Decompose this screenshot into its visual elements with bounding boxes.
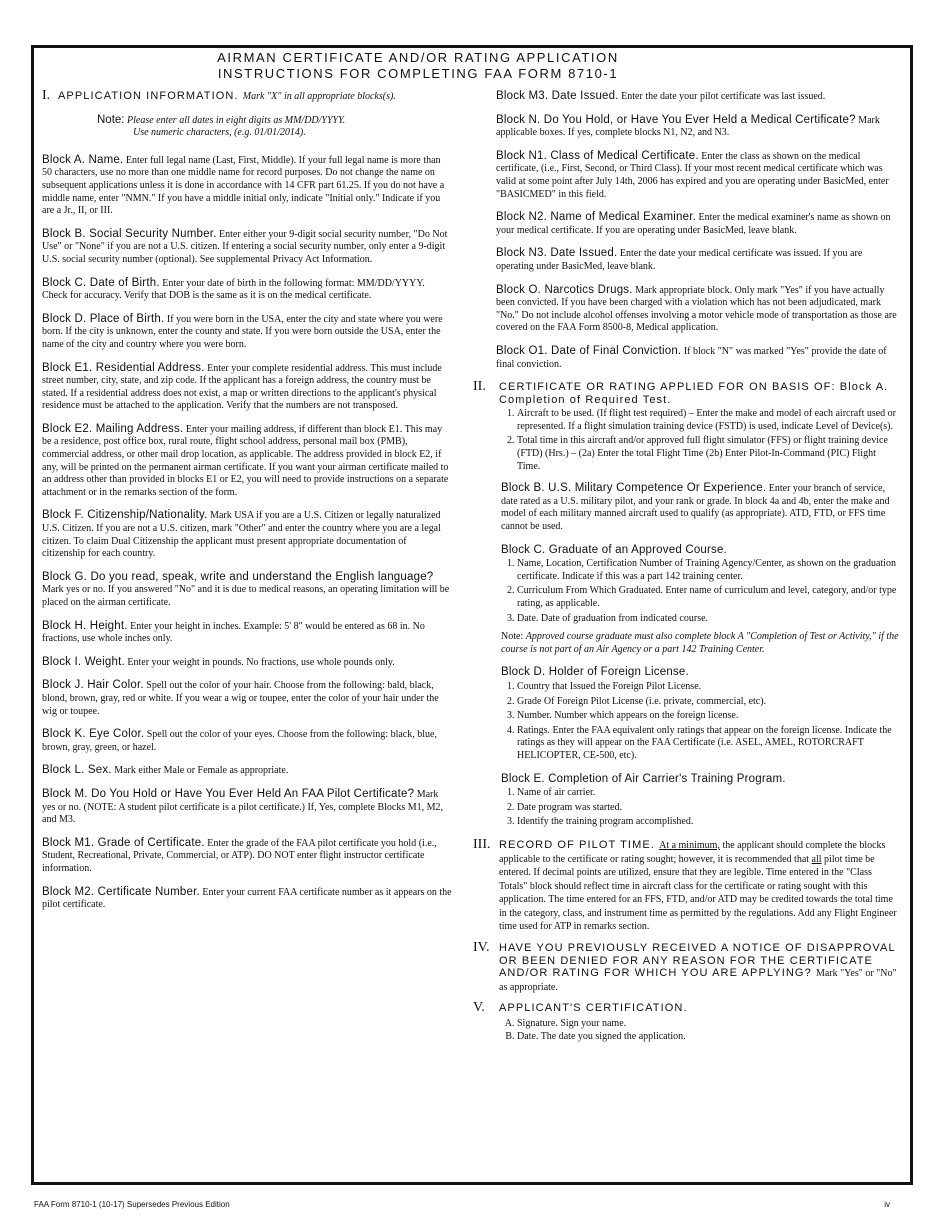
instruction-block	[42, 764, 452, 778]
section-2-title: CERTIFICATE OR RATING APPLIED FOR ON BASIS OF: Block A. Completion of Required Test.	[499, 381, 889, 406]
block-text: Enter your current FAA certificate number as it appears on the pilot certificate.	[42, 886, 452, 911]
section-3-number: III.	[473, 836, 491, 852]
block-text: Enter the date your medical certificate was issued. If you are operating under BasicMed, leave blank.	[496, 248, 863, 272]
block-b-label: Block B. U.S. Military Competence Or Experience.	[501, 482, 767, 495]
block-label: Block J. Hair Color.	[42, 679, 144, 692]
section-5-heading	[473, 1002, 899, 1015]
block-label: Block I. Weight.	[42, 655, 125, 668]
block-text: Mark yes or no. If you answered "No" and it is due to medical reasons, an operating limitation will be placed on the airman certificate.	[42, 584, 450, 608]
block-label: Block N3. Date Issued.	[496, 247, 618, 260]
section-2-number: II.	[473, 379, 486, 395]
block-b	[501, 482, 899, 533]
block-c	[501, 544, 899, 657]
block-text: Mark either Male or Female as appropriate.	[114, 765, 289, 777]
block-label: Block M1. Grade of Certificate.	[42, 836, 205, 849]
block-text: Enter your mailing address, if different than block E1. This may be a residence, post office box, rural route, flight school address, personal mail box (PMB), commercial address, or other mail drop location, as applicable. The address provided in block E2, if any, will be printed on the permanent airman certificate. If you want your airman certificate mailed to an address other than provided in blocks E1 or E2, you will need to provide instructions on a separate attachment or in the remarks section of the form.	[42, 423, 449, 498]
block-label: Block L. Sex.	[42, 764, 112, 777]
section-5-title: APPLICANT'S CERTIFICATION.	[499, 1002, 688, 1015]
block-label: Block M2. Certificate Number.	[42, 885, 200, 898]
block-text: Enter your date of birth in the following format: MM/DD/YYYY. Check for accuracy. Verify that DOB is the same as it is on the medical certificate.	[42, 277, 425, 302]
instruction-block	[496, 211, 899, 237]
section-3-underline-lead: At a minimum,	[659, 839, 720, 851]
section-2-heading	[473, 381, 899, 406]
list-item: 4. Ratings. Enter the FAA equivalent only ratings that appear on the foreign license. Indicate the ratings as they will appear on the FAA Certificate (i.e. ASEL, AMEL, ROTORCRAFT HELICOPTER, CE-500, etc).	[517, 725, 899, 763]
instruction-block	[42, 423, 452, 500]
section-3-title: RECORD OF PILOT TIME.	[499, 838, 655, 851]
list-item: B. Date. The date you signed the application.	[517, 1031, 899, 1044]
date-format-note	[97, 114, 452, 140]
section-4-number: IV.	[473, 940, 490, 956]
right-column	[473, 90, 899, 1043]
section-3-text	[499, 840, 897, 933]
block-c-note	[501, 631, 899, 656]
section-1-title: APPLICATION INFORMATION.	[58, 90, 239, 102]
list-item: 3. Identify the training program accomplished.	[517, 816, 899, 829]
block-c-label: Block C. Graduate of an Approved Course.	[501, 543, 727, 556]
left-column	[42, 90, 452, 922]
section-1-heading	[42, 90, 452, 104]
instruction-block	[496, 150, 899, 201]
block-label: Block N1. Class of Medical Certificate.	[496, 149, 699, 162]
list-item: 3. Date. Date of graduation from indicated course.	[517, 613, 899, 626]
instruction-block	[496, 345, 899, 371]
section-2-body	[473, 408, 899, 829]
block-a-list	[501, 408, 899, 473]
block-label: Block O. Narcotics Drugs.	[496, 283, 633, 296]
block-label: Block O1. Date of Final Conviction.	[496, 344, 682, 357]
section-3-underline-all: all	[811, 853, 822, 865]
left-block-list	[42, 154, 452, 912]
block-text: Enter either your 9-digit social security number, "Do Not Use" or "None" if you are not a U.S. citizen. If entering a social security number, only enter a 9-digit U.S. social security number (optional). See supplemental Privacy Act Information.	[42, 228, 448, 265]
block-label: Block E2. Mailing Address.	[42, 422, 184, 435]
title-line-2: INSTRUCTIONS FOR COMPLETING FAA FORM 8710-1	[217, 66, 619, 81]
instruction-block	[496, 90, 899, 104]
instruction-block	[496, 284, 899, 335]
block-e-list	[501, 787, 899, 829]
section-3	[473, 836, 899, 934]
list-item: 3. Number. Number which appears on the foreign license.	[517, 710, 899, 723]
list-item: 2. Date program was started.	[517, 802, 899, 815]
block-text: Mark applicable boxes. If yes, complete blocks N1, N2, and N3.	[496, 114, 880, 139]
block-label: Block A. Name.	[42, 153, 124, 166]
section-5-number: V.	[473, 1000, 485, 1016]
instruction-block	[42, 228, 452, 267]
list-item: A. Signature. Sign your name.	[517, 1018, 899, 1031]
instruction-block	[42, 656, 452, 670]
block-text: Enter the date your pilot certificate was last issued.	[621, 91, 826, 102]
block-d-label: Block D. Holder of Foreign License.	[501, 666, 689, 679]
list-item: 1. Country that Issued the Foreign Pilot License.	[517, 681, 899, 694]
section-4-text: Mark "Yes" or "No" as appropriate.	[499, 968, 897, 993]
note-label: Note:	[97, 113, 125, 126]
block-text: Enter full legal name (Last, First, Middle). If your full legal name is more than 50 characters, use no more than one middle name for record purposes. Do not change the name on subsequent applications unless it is done in accordance with 14 CFR part 61.25. If you do not have a middle name, enter "NMN." If you have a middle initial only, indicate "Initial only." Indicate if you are a Jr., II, or III.	[42, 154, 445, 217]
page-number: iv	[884, 1200, 890, 1209]
block-label: Block K. Eye Color.	[42, 728, 145, 741]
block-label: Block N2. Name of Medical Examiner.	[496, 211, 697, 224]
block-label: Block C. Date of Birth.	[42, 276, 160, 289]
section-4-title: HAVE YOU PREVIOUSLY RECEIVED A NOTICE OF DISAPPROVAL OR BEEN DENIED FOR ANY REASON FOR THE CERTIFICATE AND/OR RATING FOR WHICH YOU ARE APPLYING?	[499, 942, 896, 980]
block-label: Block D. Place of Birth.	[42, 312, 165, 325]
block-text: Mark yes or no. (NOTE: A student pilot certificate is a pilot certificate.) If, Yes, complete Blocks M1, M2, and M3.	[42, 788, 444, 826]
block-text: If you were born in the USA, enter the city and state where you were born. If the city is unknown, enter the county and state. If you were born outside the USA, enter the name of the city and country where you were born.	[42, 313, 443, 350]
block-label: Block E1. Residential Address.	[42, 361, 205, 374]
block-d	[501, 666, 899, 762]
section-3-text-a: the applicant should complete the blocks applicable to the certificate or rating sought; however, it is recommended that	[499, 839, 886, 865]
instruction-block	[42, 154, 452, 218]
block-label: Block G. Do you read, speak, write and understand the English language?	[42, 570, 434, 583]
block-c-list	[501, 558, 899, 625]
block-label: Block N. Do You Hold, or Have You Ever Held a Medical Certificate?	[496, 113, 856, 126]
note-line-1: Please enter all dates in eight digits as MM/DD/YYYY.	[127, 114, 346, 126]
block-c-note-text: Approved course graduate must also complete block A "Completion of Test or Activity," if the course is not part of an Air Agency or a part 142 Training Center.	[501, 631, 899, 655]
block-e	[501, 773, 899, 829]
instruction-block	[496, 247, 899, 273]
block-text: Mark USA if you are a U.S. Citizen or legally naturalized U.S. Citizen. If you are not a U.S. citizen, mark "Other" and enter the country where you are a legal citizen. To claim Dual Citizenship the applicant must present appropriate documentation of citizenship for each country.	[42, 510, 441, 560]
list-item: 1. Aircraft to be used. (If flight test required) – Enter the make and model of each aircraft used or represented. If a flight simulation training device (FSTD) is used, indicate Level of Device(s).	[517, 408, 899, 433]
certification-list	[473, 1018, 899, 1043]
section-1-note: Mark "X" in all appropriate blocks(s).	[242, 91, 396, 102]
block-label: Block M3. Date Issued.	[496, 90, 619, 102]
instruction-block	[42, 571, 452, 610]
block-text: Enter your weight in pounds. No fractions, use whole pounds only.	[127, 656, 395, 668]
block-text: Spell out the color of your hair. Choose from the following: bald, black, blond, brown, gray, red or white. If you wear a wig or toupee, enter the color of your hair under the wig or toupee.	[42, 680, 439, 717]
block-label: Block M. Do You Hold or Have You Ever Held An FAA Pilot Certificate?	[42, 787, 415, 800]
instruction-block	[42, 362, 452, 413]
block-text: Enter the grade of the FAA pilot certificate you hold (i.e., Student, Recreational, Private, Commercial, or ATP). DO NOT enter flight instructor certificate information.	[42, 837, 437, 874]
block-text: Enter the medical examiner's name as shown on your medical certificate. If you are operating under BasicMed, leave blank.	[496, 212, 891, 236]
block-text: Spell out the color of your eyes. Choose from the following: black, blue, brown, gray, green, or hazel.	[42, 729, 437, 753]
list-item: 2. Total time in this aircraft and/or approved full flight simulator (FFS) or flight training device (FTD) (Hrs.) – (2a) Enter the total Flight Time (2b) Enter Pilot-In-Command (PIC) Flight Time.	[517, 435, 899, 473]
block-text: Mark appropriate block. Only mark "Yes" if you have actually been convicted. If you have been charged with a violation which has not been adjudicated, mark "No." Do not include alcohol offenses involving a motor vehicle mode of transportation as those are covered on the FAA Form 8500-8, Medical application.	[496, 284, 897, 334]
form-footer: FAA Form 8710-1 (10-17) Supersedes Previous Edition	[34, 1200, 230, 1209]
section-3-text-b: pilot time be entered. If decimal points are utilized, ensure that they are legible. Time entered in the "Class Totals" block should reflect time in aircraft class for the certificate or rating sought with this application. The time entered for an FFS, FTD, and/or ATD may be credited towards the total time in the category, class, and instrument time as permitted by the regulations. Add any Flight Engineer time used for ATP in remarks section.	[499, 853, 897, 933]
title-line-1: AIRMAN CERTIFICATE AND/OR RATING APPLICATION	[217, 50, 619, 65]
block-d-list	[501, 681, 899, 763]
block-c-note-label: Note:	[501, 631, 524, 643]
instruction-block	[42, 620, 452, 646]
block-text: Enter your height in inches. Example: 5' 8" would be entered as 68 in. No fractions, use whole inches only.	[42, 620, 425, 645]
list-item: 1. Name of air carrier.	[517, 787, 899, 800]
block-b-text: Enter your branch of service, date rated as a U.S. military pilot, and your rank or grade. In block 4a and 4b, enter the make and model of each military manned aircraft used to qualify (as appropriate). ATD, FTD, or FFS time cannot be used.	[501, 483, 890, 533]
list-item: 2. Curriculum From Which Graduated. Enter name of curriculum and level, category, and/or type rating, as applicable.	[517, 585, 899, 610]
note-line-2: Use numeric characters, (e.g. 01/01/2014).	[133, 127, 306, 139]
instruction-block	[42, 679, 452, 718]
page-title	[0, 50, 836, 82]
section-4	[473, 942, 899, 994]
instruction-block	[42, 313, 452, 352]
instruction-block	[42, 277, 452, 303]
block-text: If block "N" was marked "Yes" provide the date of final conviction.	[496, 345, 887, 370]
list-item: 2. Grade Of Foreign Pilot License (i.e. private, commercial, etc).	[517, 696, 899, 709]
block-e-label: Block E. Completion of Air Carrier's Training Program.	[501, 772, 786, 785]
block-text: Enter the class as shown on the medical certificate, (i.e., First, Second, or Third Class). If your most recent medical certificate which was valid at some point after July 14th, 2006 has expired and you are operating under BasicMed, enter "BASICMED" in this field.	[496, 150, 889, 200]
instruction-block	[496, 114, 899, 140]
instruction-block	[42, 728, 452, 754]
block-text: Enter your complete residential address. This must include street number, city, state, and zip code. If the applicant has a foreign address, the country must be stated. If a residential address does not exist, a map or written directions to the applicant's physical residence must be attached to the application. Verify that the numbers are not transposed.	[42, 362, 442, 412]
block-label: Block H. Height.	[42, 619, 128, 632]
block-label: Block B. Social Security Number.	[42, 227, 217, 240]
list-item: 1. Name, Location, Certification Number of Training Agency/Center, as shown on the graduation certificate. Indicate if this was a part 142 training center.	[517, 558, 899, 583]
instruction-block	[42, 509, 452, 560]
instruction-block	[42, 788, 452, 827]
section-1-number: I.	[42, 88, 51, 103]
block-label: Block F. Citizenship/Nationality.	[42, 509, 208, 522]
instruction-block	[42, 886, 452, 912]
instruction-block	[42, 837, 452, 876]
right-block-list	[473, 90, 899, 371]
